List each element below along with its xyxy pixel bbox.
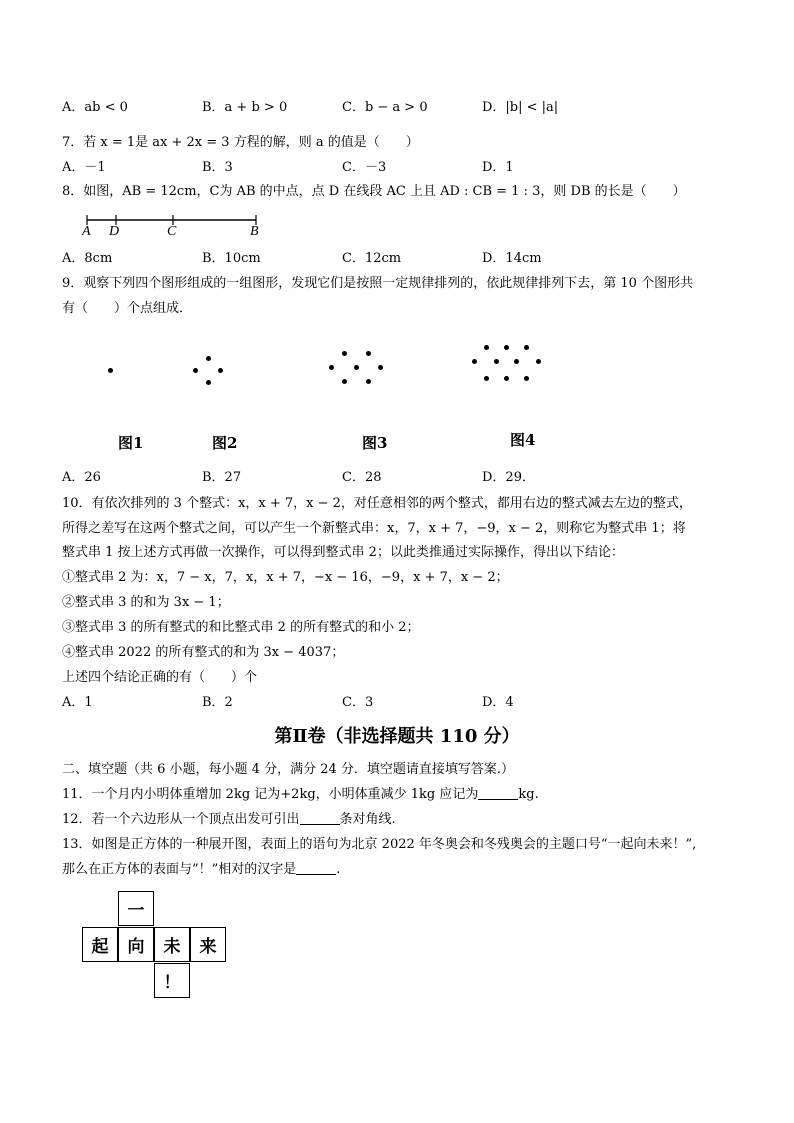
q9-option-a: A．26	[62, 470, 101, 485]
q10-option-a: A．1	[62, 695, 93, 710]
q12-text: 12．若一个六边形从一个顶点出发可引出	[62, 812, 300, 827]
q13-answer-blank[interactable]	[296, 862, 336, 875]
dot	[484, 376, 489, 381]
dot	[514, 359, 519, 364]
q6-option-a: A．ab < 0	[62, 100, 128, 115]
q13-suffix: .	[336, 862, 341, 877]
section-title: 第Ⅱ卷（非选择题共 110 分）	[274, 726, 520, 747]
q8-option-c: C．12cm	[342, 251, 402, 266]
q10-conclusion-4: ④整式串 2022 的所有整式的和为 3x − 4037；	[62, 645, 345, 660]
dot	[366, 351, 371, 356]
q11-answer-blank[interactable]	[478, 787, 518, 800]
cube-net-bottom-cell: ！	[154, 963, 190, 998]
dot	[206, 380, 211, 385]
q9-option-b: B．27	[202, 470, 242, 485]
dot	[536, 359, 541, 364]
q8-option-a: A．8cm	[62, 251, 113, 266]
figure-label-3: 图3	[362, 434, 388, 452]
q13-text: 那么在正方体的表面与”！”相对的汉字是	[62, 862, 297, 877]
q13-line-1: 13．如图是正方体的一种展开图，表面上的语句为北京 2022 年冬奥会和冬残奥会的主题口号“一起向未来！”,	[62, 837, 697, 852]
dot	[342, 351, 347, 356]
cube-net-cell-3: 未	[154, 927, 190, 962]
dot	[504, 376, 509, 381]
cube-net-cell-4: 来	[190, 927, 226, 962]
q7-option-d: D．1	[482, 160, 514, 175]
q10-option-b: B．2	[202, 695, 233, 710]
point-label-b: B	[250, 224, 259, 239]
q10-line-3: 整式串 1 按上述方式再做一次操作，可以得到整式串 2；以此类推通过实际操作，得出以下结论：	[62, 545, 624, 560]
figure-label-4: 图4	[510, 431, 536, 449]
q7-option-a: A．－1	[62, 160, 106, 175]
q10-option-c: C．3	[342, 695, 374, 710]
cube-net-top-cell: 一	[118, 891, 154, 926]
q11-unit: kg.	[518, 787, 539, 802]
q7-option-b: B．3	[202, 160, 233, 175]
point-label-d: D	[109, 224, 120, 239]
dot	[524, 345, 529, 350]
q10-conclusion-3: ③整式串 3 的所有整式的和比整式串 2 的所有整式的和小 2；	[62, 620, 420, 635]
figure-label-1: 图1	[118, 434, 144, 452]
q13-line-2	[62, 862, 340, 878]
q9-option-c: C．28	[342, 470, 382, 485]
dot	[378, 365, 383, 370]
q12	[62, 812, 396, 828]
dot	[494, 359, 499, 364]
q8-option-b: B．10cm	[202, 251, 261, 266]
q8-stem: 8．如图，AB = 12cm，C为 AB 的中点，点 D 在线段 AC 上且 AD : CB = 1 : 3，则 DB 的长是（ ）	[62, 184, 686, 199]
q9-stem-line2: 有（ ）个点组成．	[62, 301, 193, 316]
point-label-c: C	[167, 224, 177, 239]
point-label-a: A	[82, 224, 91, 239]
dot	[206, 356, 211, 361]
dot	[218, 368, 223, 373]
dot	[524, 376, 529, 381]
q7-stem: 7．若 x = 1是 ax + 2x = 3 方程的解，则 a 的值是（ ）	[62, 135, 419, 150]
part2-heading: 二、填空题（共 6 小题，每小题 4 分，满分 24 分．填空题请直接填写答案.）	[62, 762, 515, 777]
q11	[62, 787, 539, 803]
q12-suffix: 条对角线.	[339, 812, 396, 827]
dot	[108, 368, 113, 373]
q12-answer-blank[interactable]	[300, 812, 340, 825]
figure-label-2: 图2	[212, 434, 238, 452]
q6-option-c: C．b − a > 0	[342, 100, 428, 115]
dot	[354, 365, 359, 370]
q6-option-b: B．a + b > 0	[202, 100, 288, 115]
q9-stem-line1: 9．观察下列四个图形组成的一组图形，发现它们是按照一定规律排列的，依此规律排列下去，第 10 个图形共	[62, 276, 694, 291]
dot	[193, 368, 198, 373]
dot	[484, 345, 489, 350]
q11-text: 11．一个月内小明体重增加 2kg 记为+2kg，小明体重减少 1kg 应记为	[62, 787, 479, 802]
cube-net-cell-2: 向	[118, 927, 154, 962]
q6-option-d: D．|b| < |a|	[482, 100, 559, 115]
q10-conclusion-2: ②整式串 3 的和为 3x − 1；	[62, 595, 230, 610]
q10-line-2: 所得之差写在这两个整式之间，可以产生一个新整式串：x，7，x + 7，−9，x − 2，则称它为整式串 1；将	[62, 521, 686, 536]
q10-line-1: 10．有依次排列的 3 个整式：x，x + 7，x − 2，对任意相邻的两个整式，都用右边的整式减去左边的整式，	[62, 496, 692, 511]
dot	[366, 379, 371, 384]
dot	[504, 345, 509, 350]
dot	[342, 379, 347, 384]
q10-conclusion-1: ①整式串 2 为：x，7 − x，7，x，x + 7，−x − 16，−9，x + 7，x − 2；	[62, 570, 509, 585]
dot	[329, 365, 334, 370]
q10-option-d: D．4	[482, 695, 514, 710]
q10-question: 上述四个结论正确的有（ ）个	[62, 670, 258, 685]
q9-option-d: D．29．	[482, 470, 535, 485]
q8-option-d: D．14cm	[482, 251, 542, 266]
q7-option-c: C．－3	[342, 160, 387, 175]
dot	[472, 359, 477, 364]
cube-net-cell-1: 起	[82, 927, 118, 962]
